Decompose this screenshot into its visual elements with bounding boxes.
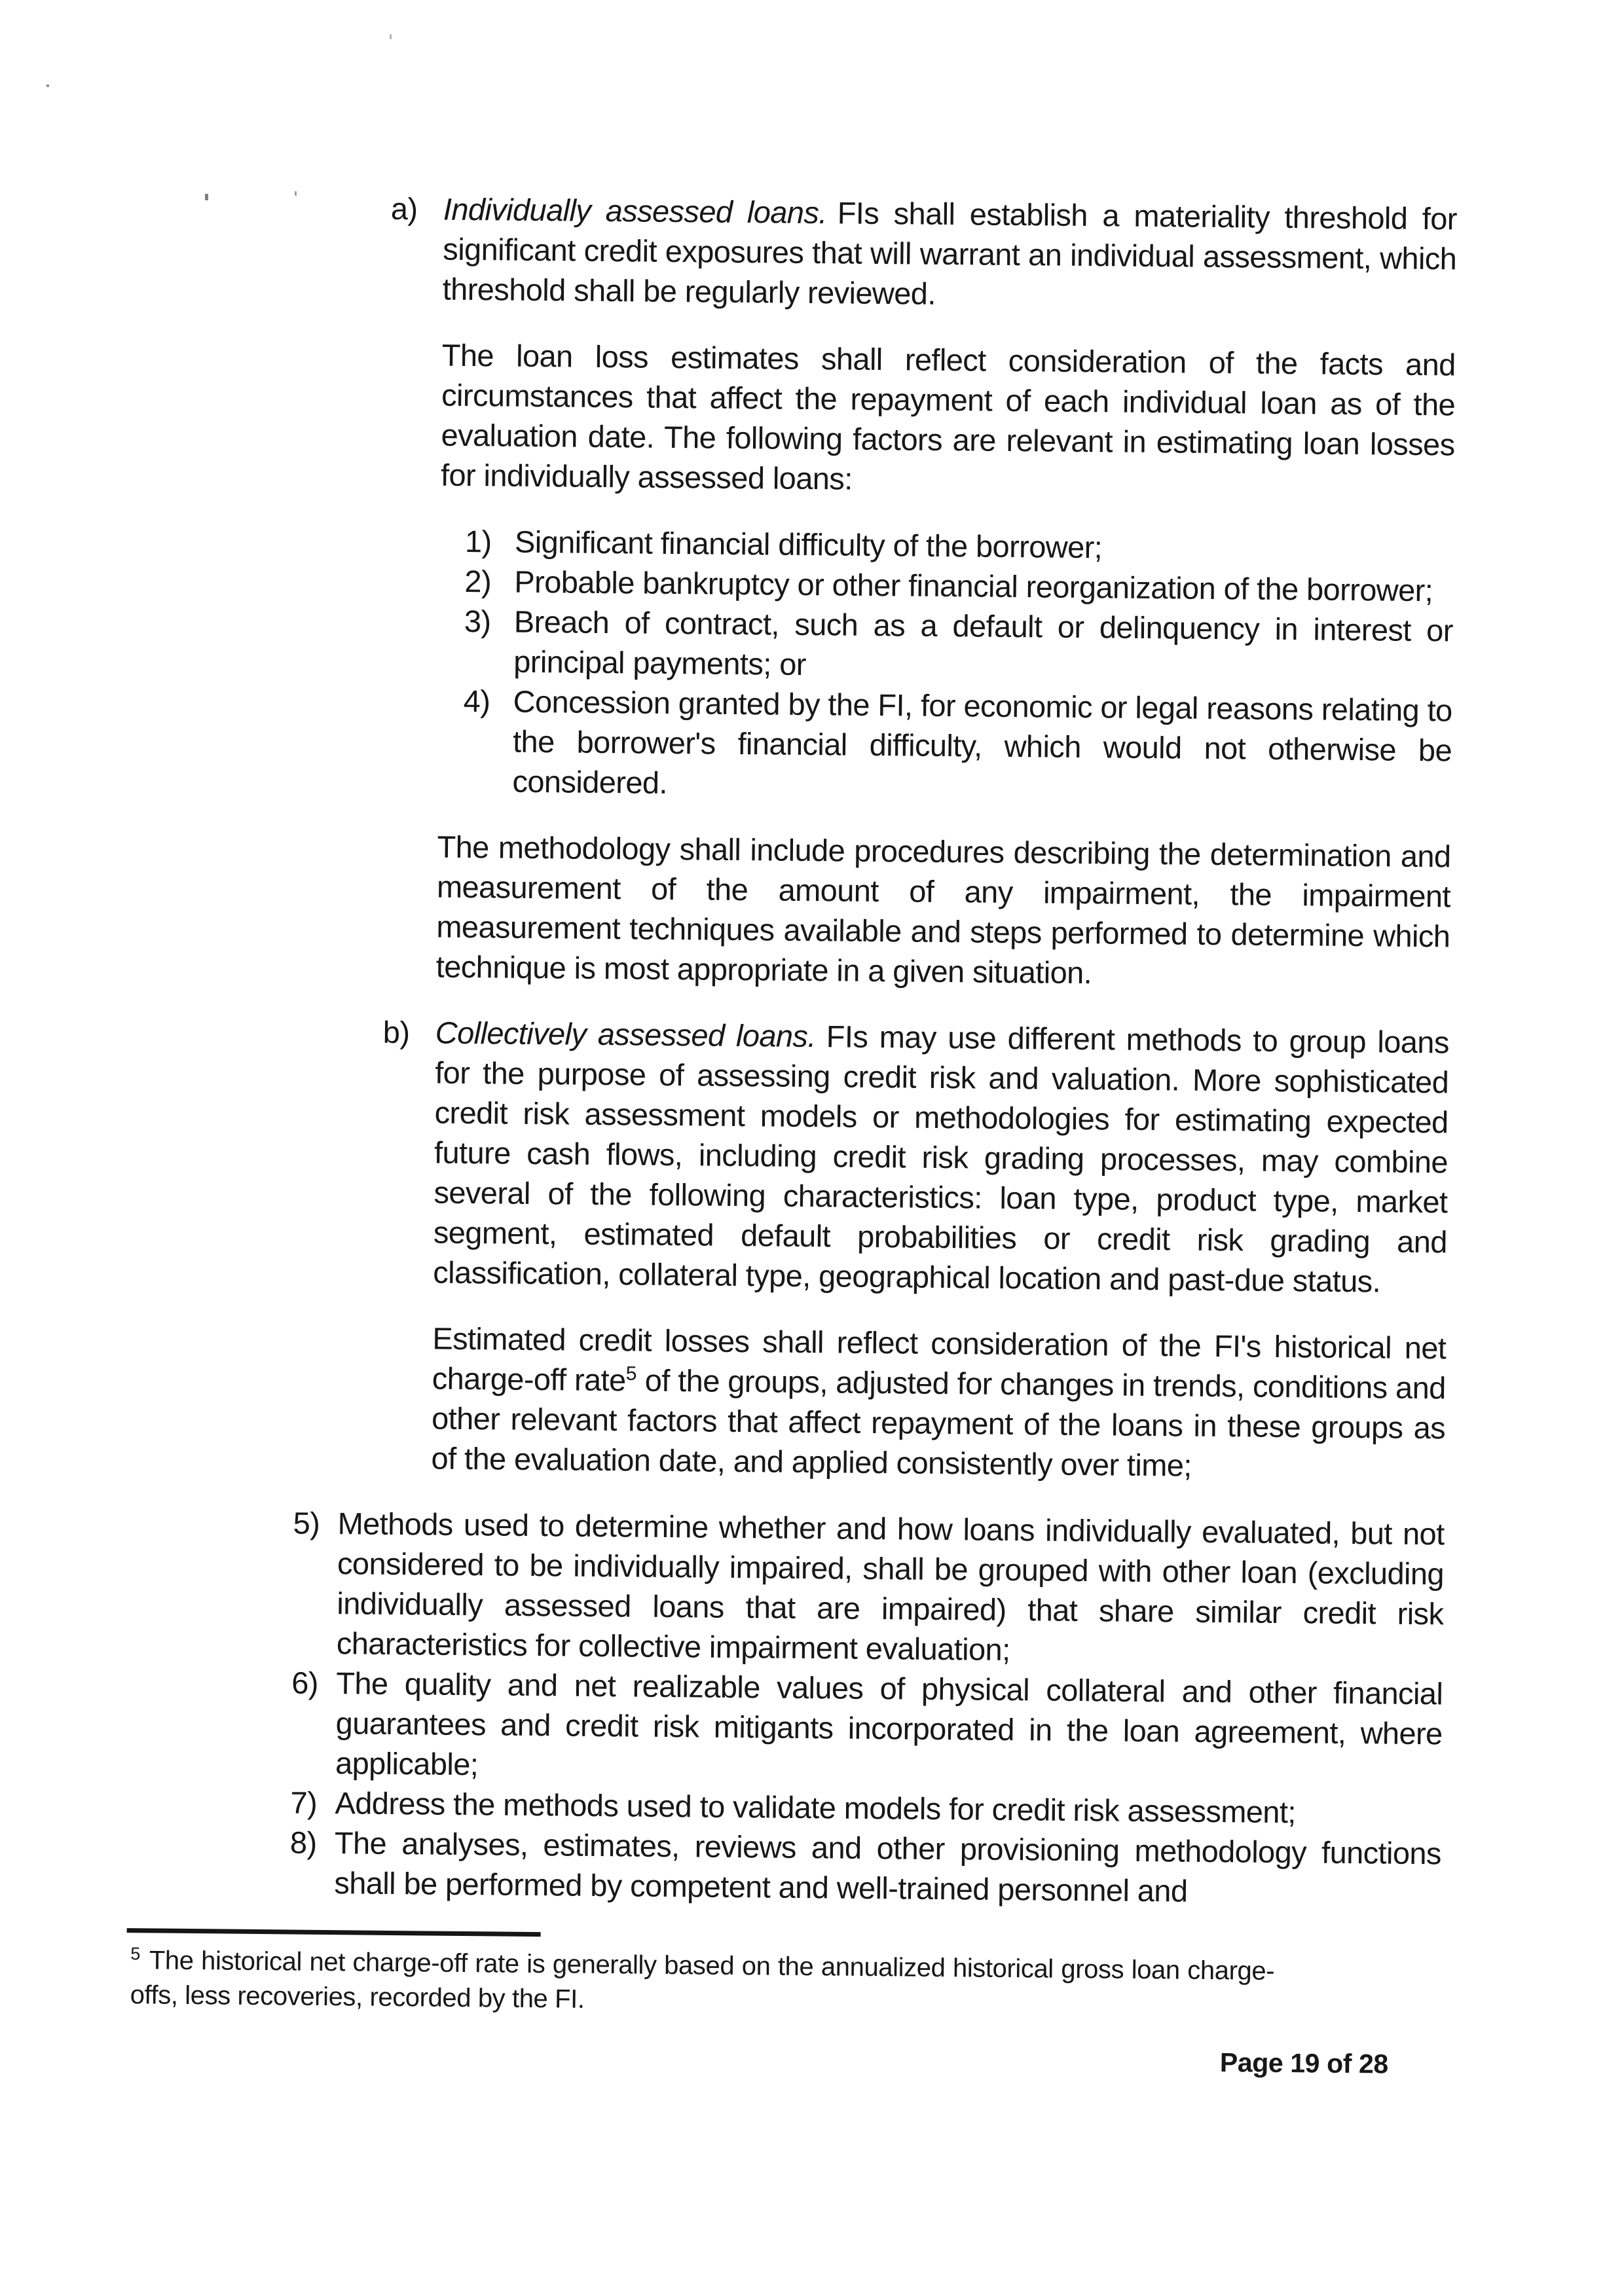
footnote-ref-5: 5 bbox=[625, 1362, 637, 1385]
item-b-lead-rest: FIs may use different methods to group loans for the purpose of assessing credit risk and valuation. More sophisticated credit risk assessment models or methodologies for estimating expected future cash flows, including credit risk grading processes, may combine several of the following characteristics: loan type, product type, market segment, estimated default probabilities or credit risk grading and classification, collateral type, geographical location and past-due status. bbox=[433, 1019, 1450, 1299]
item-6-label: 6) bbox=[291, 1665, 319, 1700]
item-7-label: 7) bbox=[290, 1785, 318, 1820]
factor-item bbox=[462, 681, 1452, 810]
item-a-lead-rest: FIs shall establish a materiality threshold for significant credit exposures that will warrant an individual assessment, which threshold shall be regularly reviewed. bbox=[442, 195, 1458, 311]
factor-4-text: Concession granted by the FI, for economic or legal reasons relating to the borrower's financial difficulty, which would not otherwise be considered. bbox=[512, 683, 1452, 800]
item-b bbox=[380, 1012, 1449, 1302]
footnote-text: The historical net charge-off rate is generally based on the annualized historical gross loan charge-offs, less recoveries, recorded by the FI. bbox=[130, 1946, 1275, 2014]
item-a-paragraph bbox=[442, 189, 1457, 319]
item-6-text: The quality and net realizable values of physical collateral and other financial guarantees and credit risk mitigants incorporated in the loan agreement, where applicable; bbox=[335, 1666, 1443, 1782]
factors-list bbox=[0, 517, 1619, 812]
factor-2-text: Probable bankruptcy or other financial reorganization of the borrower; bbox=[514, 564, 1433, 608]
factor-1-text: Significant financial difficulty of the borrower; bbox=[514, 524, 1103, 565]
page-footer bbox=[0, 2031, 1388, 2085]
item-b-paragraph bbox=[433, 1013, 1449, 1302]
paragraph-estimated-credit-losses bbox=[431, 1319, 1446, 1488]
factor-item bbox=[464, 601, 1453, 690]
numbered-list bbox=[0, 1500, 1610, 1915]
item-a-label: a) bbox=[390, 191, 418, 227]
item-8-text: The analyses, estimates, reviews and other provisioning methodology functions shall be performed by competent and well-trained personnel and bbox=[334, 1825, 1442, 1908]
item-a bbox=[390, 189, 1457, 319]
factor-3-label: 3) bbox=[464, 603, 491, 639]
footnote-marker: 5 bbox=[130, 1943, 141, 1963]
item-8-label: 8) bbox=[289, 1825, 317, 1860]
paragraph-loan-loss-estimates: The loan loss estimates shall reflect consideration of the facts and circumstances that affect the repayment of each individual loan as of the evaluation date. The following factors are relevant in estimating loan losses for individually assessed loans: bbox=[440, 337, 1456, 496]
factor-2-label: 2) bbox=[464, 563, 492, 599]
numbered-item bbox=[289, 1822, 1441, 1913]
numbered-item bbox=[291, 1662, 1443, 1793]
estimated-pre: Estimated credit losses shall reflect consideration of the FI's historical net charge-off rate bbox=[432, 1321, 1447, 1398]
page-number: Page 19 of 28 bbox=[1219, 2047, 1388, 2079]
factor-3-text: Breach of contract, such as a default or delinquency in interest or principal payments; or bbox=[513, 604, 1454, 682]
factor-4-label: 4) bbox=[463, 683, 490, 719]
item-a-lead-italic: Individually assessed loans. bbox=[443, 191, 827, 230]
footnote-separator bbox=[127, 1928, 541, 1937]
estimated-post: of the groups, adjusted for changes in trends, conditions and other relevant factors that affect repayment of the loans in these groups as of the evaluation date, and applied consistently over time; bbox=[431, 1362, 1446, 1483]
item-5-text: Methods used to determine whether and how loans individually evaluated, but not considered to be individually impaired, shall be grouped with other loan (excluding individually assessed loans that are impaired) that share similar credit risk characteristics for collective impairment evaluation; bbox=[336, 1506, 1445, 1667]
factor-1-label: 1) bbox=[464, 523, 492, 559]
footnote bbox=[130, 1943, 1274, 2024]
paragraph-methodology: The methodology shall include procedures describing the determination and measurement of the amount of any impairment, the impairment measurement techniques available and steps performed to determine which technique is most appropriate in a given situation. bbox=[435, 829, 1451, 991]
item-b-label: b) bbox=[382, 1014, 410, 1050]
item-7-text: Address the methods used to validate models for credit risk assessment; bbox=[335, 1785, 1297, 1830]
item-b-lead-italic: Collectively assessed loans. bbox=[435, 1015, 817, 1054]
item-5-label: 5) bbox=[293, 1505, 320, 1540]
numbered-item bbox=[292, 1503, 1445, 1674]
